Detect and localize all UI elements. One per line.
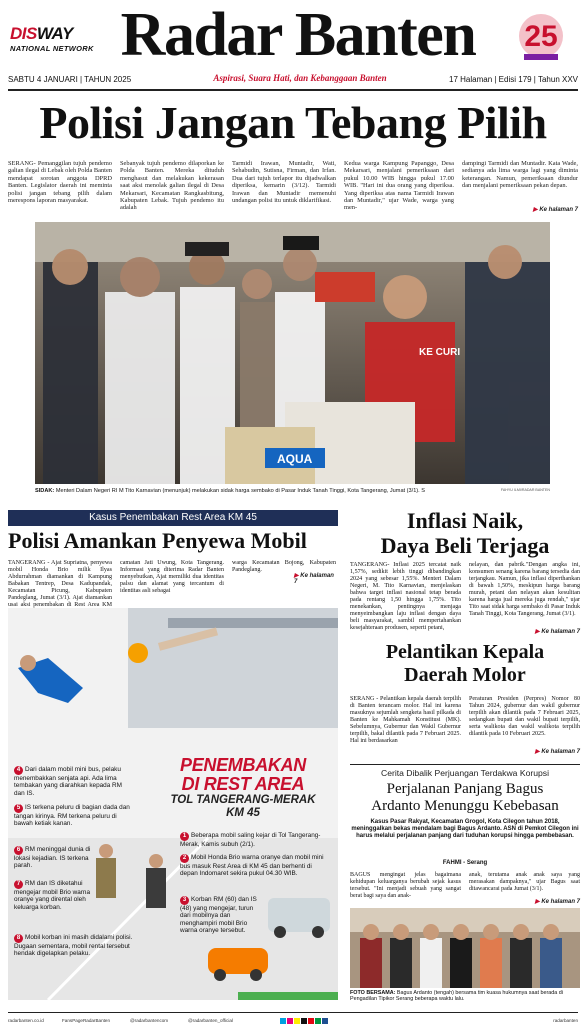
masthead [0, 0, 586, 70]
dateline [0, 72, 586, 88]
ig-step-text: IS terkena peluru di bagian dada dan tangan kirinya. RM terkena peluru di bawah ketiak kanan. [14, 804, 130, 828]
corruption-headline-line-1: Perjalanan Panjang Bagus [386, 781, 544, 797]
ig-step-number: 7 [14, 880, 23, 889]
divider [8, 1012, 578, 1013]
inflation-headline[interactable] [350, 508, 580, 558]
inauguration-col-1: SERANG - Pelantikan kepala daerah terpilih di Banten terancam molor. Hal ini karena masuknya sejumlah sengketa hasil pilkada di Banten ke Mahkamah Konstitusi (MK). Sebelumnya, Gubernur dan Wakil Gubernur terpilih, bakal dilantik pada 7 Februari 2025. Hal ini berdasarkan [350, 696, 461, 744]
ig-step-5 [14, 804, 134, 828]
color-registration-icon [280, 1018, 329, 1024]
inflation-col-1: TANGERANG- Inflasi 2025 tercatat naik 1,57%, sedikit lebih tinggi dibandingkan 2024 yang sebesar 1,55%. Menteri Dalam Negeri, M. Tito Karnavian, menjelaskan bahwa target inflasi nasional tetap berada pada rentang 1,50 hingga 1,75%. Tito menekankan, pentingnya menjaga menyeimbangkan laju inflasi dengan daya beli masyarakat, sambil mempertahankan kesejahteraan produsen, seperti petani, [350, 562, 461, 631]
ig-step-text: RM meninggal dunia di lokasi kejadian. IS terkena parah. [14, 846, 91, 870]
inauguration-jump-label: Ke halaman 7 [541, 749, 580, 755]
ig-step-1 [180, 832, 330, 848]
ig-step-text: Beberapa mobil saling kejar di Tol Tangerang-Merak, Kamis subuh (2/1). [180, 832, 321, 848]
footer [0, 1014, 586, 1030]
disway-prefix: DIS [10, 24, 37, 43]
caption-text: Menteri Dalam Negeri RI M Tito Karnavian (menunjuk) melakukan sidak harga sembako di Pasar Induk Tanah Tinggi, Kota Tangerang, Jumat (3/1). S [55, 488, 426, 494]
divider [350, 764, 580, 765]
caption-label: SIDAK: [35, 488, 55, 494]
ig-step-text: RM dan IS diketahui mengejar mobil Brio warna oranye yang dirental oleh keluarga korban. [14, 880, 91, 911]
group-photo [350, 908, 580, 988]
ig-step-number: 3 [180, 896, 189, 905]
infographic-title [153, 756, 333, 820]
infographic [8, 608, 338, 1000]
ig-step-number: 1 [180, 832, 189, 841]
inflation-jump-link[interactable]: ▶ Ke halaman 7 [535, 629, 580, 635]
ig-step-number: 2 [180, 854, 189, 863]
ig-step-text: Mobil korban ini masih didalami polisi. Dugaan sementara, mobil rental tersebut hendak digelapkan pelaku. [14, 934, 133, 958]
inauguration-headline-line-1: Pelantikan Kepala [385, 641, 545, 663]
ig-step-2 [180, 854, 330, 878]
ig-step-8 [14, 934, 134, 958]
ig-step-4 [14, 766, 134, 797]
inflation-col-2: nelayan, dan pabrik."Dengan angka ini, konsumen senang karena barang tersedia dan terjangkau. Namun, jika inflasi diperthankan di bawah 1,50%, meskipun harga barang murah, petani dan nelayan akan kesulitan karena harga jual mereka juga rendah," ujar Tito saat sidak harga sembako di Pasar Induk Tanah Tinggi, Kota Tangerang, Jumat (3/1). [469, 562, 580, 617]
story-jump-label: Ke halaman 7 [294, 573, 334, 585]
corruption-author: FAHMI - Serang [442, 860, 488, 866]
story-col-3: warga Kecamatan Bojong, Kabupaten Pandeglang. [232, 560, 336, 573]
caption2-text: Bagus Ardanto (tengah) bersama tim kuasa hukumnya saat berada di Pengadilan Tipikor Serang beberapa waktu lalu. [350, 990, 563, 1003]
lead-columns [8, 160, 578, 218]
inauguration-jump-link[interactable]: ▶ Ke halaman 7 [535, 749, 580, 755]
caption2-label: FOTO BERSAMA: [350, 990, 396, 996]
ig-step-text: Korban RM (60) dan IS (48) yang mengejar, turun dari mobilnya dan menghampiri mobil Brio warna oranye tersebut. [180, 896, 257, 935]
issue-date: SABTU 4 JANUARI | TAHUN 2025 [8, 75, 132, 84]
corruption-kicker: Cerita Dibalik Perjuangan Terdakwa Korupsi [381, 768, 549, 778]
lead-jump-link[interactable]: ▶ Ke halaman 7 [533, 207, 578, 213]
lead-headline[interactable]: Polisi Jangan Tebang Pilih [39, 97, 547, 148]
divider [8, 89, 578, 91]
story-col-2: camatan Jati Uwung, Kota Tangerang. Informasi yang diterima Radar Banten menyebutkan, Ajat memiliki dua identitas palsu dan alamat yang tercantum di identitas asli sebagai [120, 560, 224, 594]
ig-step-3 [180, 896, 260, 935]
corruption-headline-line-2: Ardanto Menunggu Kebebasan [371, 798, 559, 814]
box-label: AQUA [277, 452, 313, 466]
story-headline[interactable]: Polisi Amankan Penyewa Mobil [8, 528, 307, 553]
inauguration-headline-line-2: Daerah Molor [404, 664, 526, 686]
footer-brand: radarbanten [553, 1018, 578, 1023]
ig-title-line-1: PENEMBAKAN [179, 755, 306, 775]
lead-col-5: dampingi Tarmidi dan Muntadir. Kata Wade, sedianya ada lima warga lagi yang diminta keterangan. Namun, pemeriksaan diundur dan menjalani pemeriksaan pekan depan. [462, 160, 578, 190]
ig-step-number: 5 [14, 804, 23, 813]
footer-facebook[interactable]: FansPageRadarBanten [62, 1018, 111, 1023]
group-photo-image [350, 908, 580, 988]
ig-step-6 [14, 846, 94, 870]
anniversary-logo-icon [510, 8, 572, 68]
lead-col-4: Kedua warga Kampung Papanggo, Desa Mekarsari, menjalani pemeriksaan dari pukul 10.00 WIB hingga pukul 17.00 WIB. "Hari ini dua orang yang diperiksa. Yang diperiksa atas nama Tarmidi Irawan dan Muntadir," ujar Wade, warga yang men- [344, 160, 454, 212]
corruption-subhead: Kasus Pasar Rakyat, Kecamatan Grogol, Kota Cilegon tahun 2018, meninggalkan bekas mendalam bagi Bagus Ardanto. ASN di Pemkot Cilegon ini harus melalui perjalanan panjang dari tuduhan korupsi hingga pembebasan. [351, 819, 579, 839]
lead-photo [35, 222, 550, 484]
ig-step-number: 4 [14, 766, 23, 775]
corruption-headline[interactable] [350, 781, 580, 815]
lead-col-2: Sebanyak tujuh pendemo dilaporkan ke Polda Banten. Mereka dituduh menghasut dan melakukan kekerasan saat aksi menolak galian ilegal di Desa Mekarsari, Kecamatan Rangkasbitung, Kabupaten Lebak. Tujuh pendemo itu adalah [120, 160, 224, 212]
ig-step-number: 6 [14, 846, 23, 855]
disway-logo[interactable] [10, 24, 94, 53]
lead-jump-label: Ke halaman 7 [539, 207, 578, 213]
disway-suffix: WAY [36, 24, 73, 43]
lead-col-1: SERANG- Pemanggilan tujuh pendemo galian ilegal di Lebak oleh Polda Banten mendapat sorotan anggota DPRD Banten. Legislator daerah ini meminta polisi jangan tebang pilih dalam merespons laporan masyarakat. [8, 160, 112, 205]
corruption-col-1: BAGUS mengingat jelas bagaimana kehidupan keluarganya berubah sejak kasus tersebut. "Ini menjadi sebuah yang sangat berat bagi saya dan anak- [350, 872, 461, 899]
footer-website[interactable]: radarbanten.co.id [8, 1018, 44, 1023]
ig-title-line-3: TOL TANGERANG-MERAK [170, 794, 316, 806]
footer-twitter[interactable]: @radarbantencom [130, 1018, 169, 1023]
anniversary-number: 25 [524, 20, 558, 53]
lead-col-3: Tarmidi Irawan, Muntadir, Wati, Sehabudin, Sutisna, Firman, dan Irfan. Dua dari tujuh terlapor itu dijadwalkan diperiksa, kemarin (3/12). Tarmidi Irawan dan Muntadir memenuhi undangan polisi itu untuk diklarifikasi. [232, 160, 336, 205]
ig-step-text: Dari dalam mobil mini bus, pelaku menembakkan senjata api. Ada lima tembakan yang diarahkan kepada RM dan IS. [14, 766, 122, 797]
corruption-jump-link[interactable]: ▶ Ke halaman 7 [535, 899, 580, 905]
inflation-headline-line-1: Inflasi Naik, [406, 508, 524, 533]
ig-step-text: Mobil Honda Brio warna oranye dan mobil mini bus masuk Rest Area di KM 45 dan berhenti di depan Indomaret sekira pukul 04.30 WIB. [180, 854, 324, 878]
story-jump-link[interactable]: ▶ Ke halaman 7 [294, 573, 334, 585]
lead-photo-caption [35, 488, 550, 494]
disway-network: NATIONAL NETWORK [10, 44, 94, 53]
group-photo-caption [350, 990, 580, 1003]
tagline: Aspirasi, Suara Hati, dan Kebanggaan Banten [213, 73, 387, 83]
ig-step-7 [14, 880, 94, 911]
banner-text: KE CURI [419, 347, 461, 358]
inauguration-col-2: Peraturan Presiden (Perpres) Nomor 80 Tahun 2024, gubernur dan wakil gubernur terpilih akan dilantik pada 7 Februari 2025, sedangkan bupati dan wakil bupati terpilih, serta walikota dan wakil walikota terpilih dilantik pada 10 Februari 2025. [469, 696, 580, 737]
photo-credit: FAHYU ILMI/RADAR BANTEN [500, 488, 550, 492]
ig-step-number: 8 [14, 934, 23, 943]
market-scene-image [35, 222, 550, 484]
corruption-story [350, 768, 580, 1003]
corruption-jump-label: Ke halaman 7 [541, 899, 580, 905]
ig-title-line-4: KM 45 [226, 807, 260, 819]
inauguration-headline[interactable] [350, 641, 580, 687]
footer-instagram[interactable]: @radarbanten_official [188, 1018, 233, 1023]
corruption-col-2: anak, terutama anak anak saya yang merasakan dampaknya," ujar Bagus saat ditawancarai pada Jumat (3/1). [469, 872, 580, 892]
paper-name: Radar Banten [120, 1, 476, 69]
ig-title-line-2: DI REST AREA [181, 774, 305, 794]
inflation-headline-line-2: Daya Beli Terjaga [380, 533, 550, 558]
story-col-1: TANGERANG - Ajat Supriatna, penyewa mobil Honda Brio milik Ilyas Abdurrahman diamankan di Kampung Babakan Tentrep, Desa Kadupandak, Kecamatan Picung, Kabupaten Pandeglang, Jumat (3/1). Ajat diamankan usai aksi penembakan di Rest Area KM [8, 560, 112, 608]
edition-info: 17 Halaman | Edisi 179 | Tahun XXV [449, 75, 578, 84]
inflation-jump-label: Ke halaman 7 [541, 629, 580, 635]
story-kicker: Kasus Penembakan Rest Area KM 45 [8, 510, 338, 526]
